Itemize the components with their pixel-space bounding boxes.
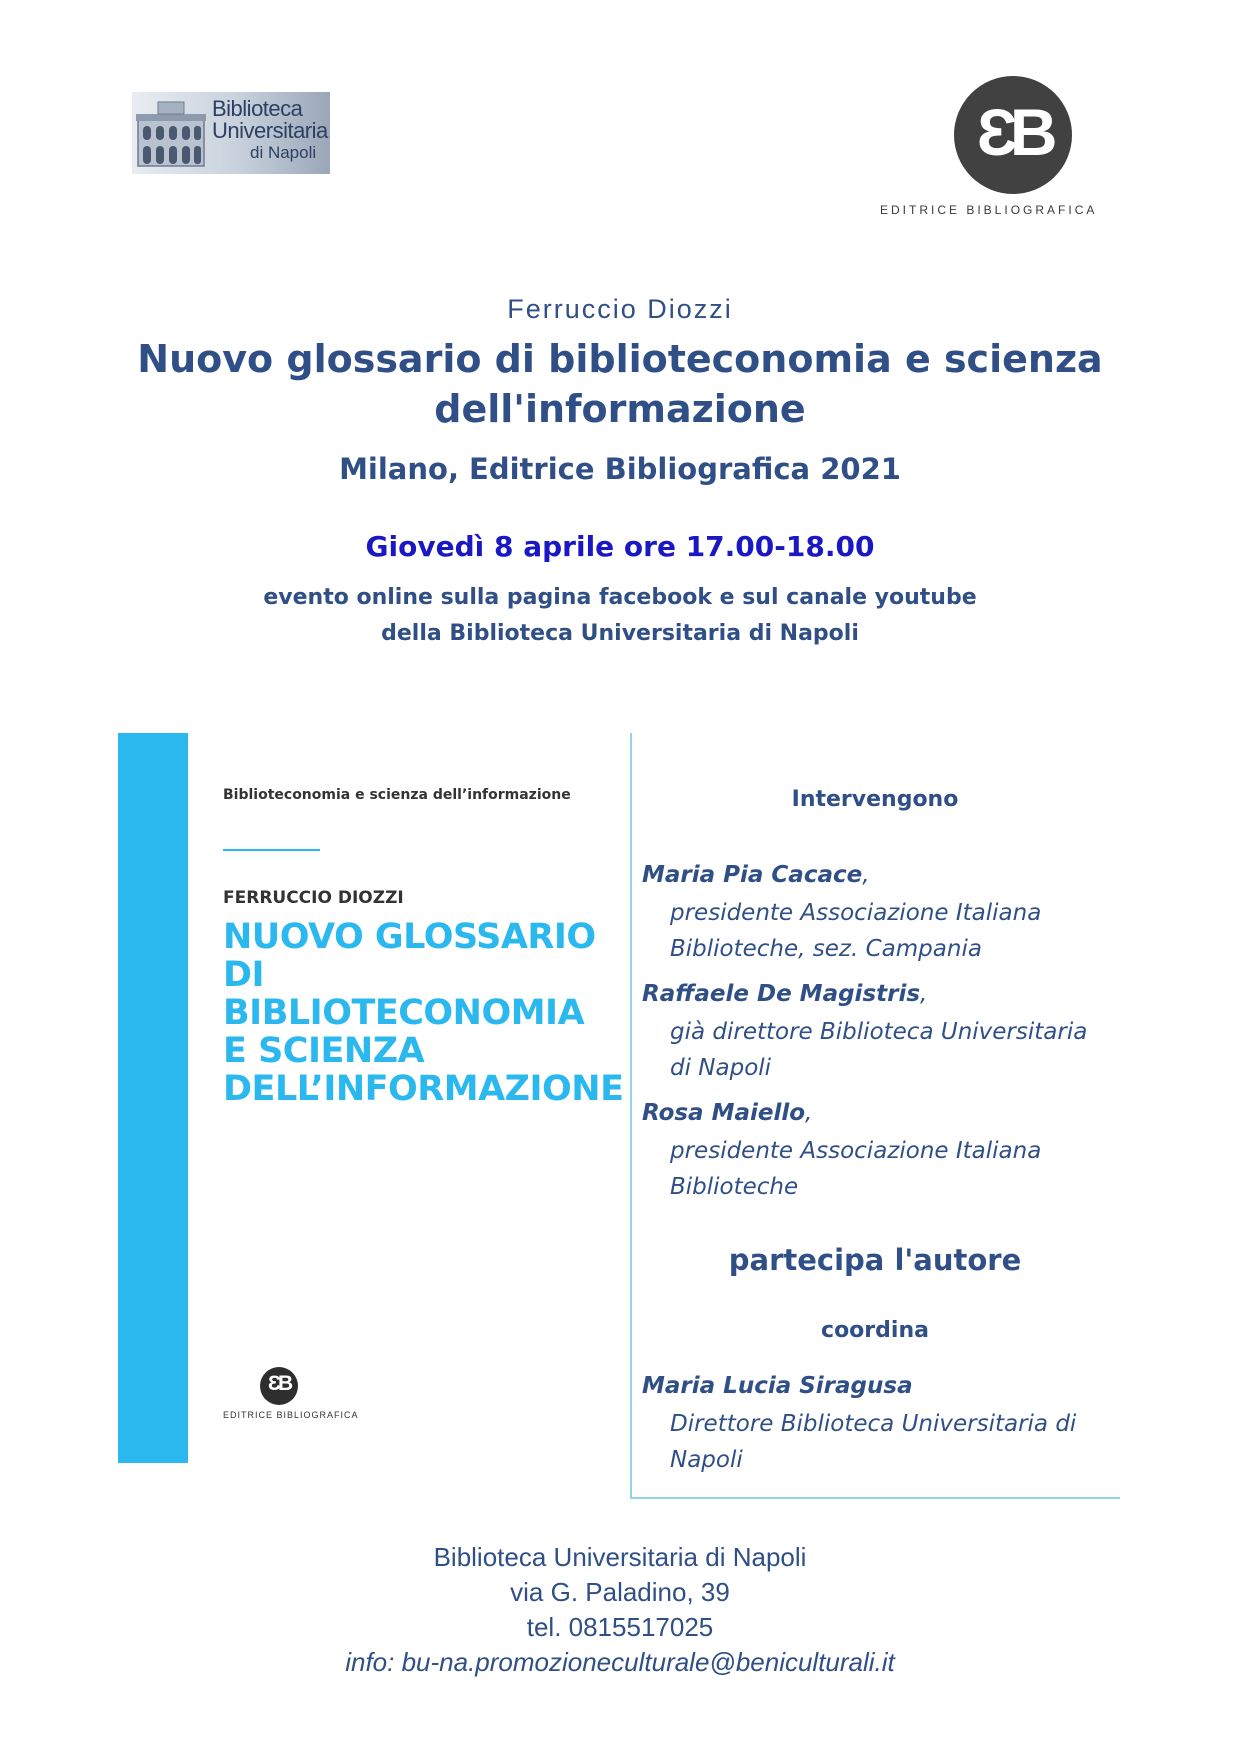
- footer-venue: Biblioteca Universitaria di Napoli: [433, 1542, 807, 1572]
- cover-title-line: NUOVO GLOSSARIO: [223, 917, 596, 957]
- book-author: Ferruccio Diozzi: [507, 294, 733, 324]
- speaker-name: Maria Pia Cacace,: [642, 862, 870, 888]
- cover-author: FERRUCCIO DIOZZI: [223, 888, 404, 908]
- footer-address: via G. Paladino, 39: [510, 1577, 730, 1607]
- panel-divider-vertical: [630, 733, 632, 1498]
- cover-series: Biblioteconomia e scienza dell’informazione: [223, 787, 571, 803]
- library-building-icon: [136, 100, 206, 170]
- cover-title-line: E SCIENZA: [223, 1031, 425, 1071]
- event-online-info: [0, 580, 1240, 652]
- biblioteca-universitaria-logo: [132, 92, 330, 174]
- footer-info-email[interactable]: info: bu-na.promozioneculturale@beniculturali.it: [345, 1647, 895, 1677]
- book-title: [0, 334, 1240, 434]
- speaker-name: Raffaele De Magistris,: [642, 981, 928, 1007]
- footer-phone: tel. 0815517025: [526, 1612, 714, 1642]
- coordinator-role: Direttore Biblioteca Universitaria di Napoli: [670, 1411, 1077, 1473]
- cover-title-line: DI BIBLIOTECONOMIA: [223, 955, 585, 1033]
- cover-publisher-name: EDITRICE BIBLIOGRAFICA: [223, 1410, 359, 1420]
- intervengono-heading: Intervengono: [791, 787, 959, 812]
- online-line2: della Biblioteca Universitaria di Napoli: [381, 621, 859, 646]
- cover-publisher-logo: [260, 1367, 298, 1405]
- logo-bu-line1: Biblioteca: [212, 96, 303, 121]
- cover-title: [223, 918, 623, 1108]
- panel-divider-horizontal: [630, 1497, 1120, 1499]
- logo-bu-line3: di Napoli: [250, 143, 317, 162]
- cover-title-line: DELL’INFORMAZIONE: [223, 1069, 624, 1109]
- speaker-role: presidente Associazione Italiana Biblioteche, sez. Campania: [670, 900, 1042, 962]
- speaker-name: Rosa Maiello,: [642, 1100, 813, 1126]
- online-line1: evento online sulla pagina facebook e sul canale youtube: [263, 585, 977, 610]
- eb-monogram-icon: ƐB: [976, 95, 1050, 169]
- book-title-line1: Nuovo glossario di biblioteconomia e scienza: [137, 337, 1103, 381]
- speaker-role: già direttore Biblioteca Universitaria di Napoli: [670, 1019, 1088, 1081]
- book-title-line2: dell'informazione: [434, 387, 806, 431]
- editrice-bibliografica-caption: EDITRICE BIBLIOGRAFICA: [880, 203, 1098, 217]
- editrice-bibliografica-logo: [954, 76, 1072, 194]
- coordina-heading: coordina: [821, 1318, 929, 1343]
- speaker-role: presidente Associazione Italiana Biblioteche: [670, 1138, 1042, 1200]
- eb-monogram-icon: ƐB: [267, 1372, 291, 1395]
- cover-accent-bar: [118, 733, 188, 1463]
- cover-divider: [223, 849, 320, 851]
- publication-info: Milano, Editrice Bibliografica 2021: [339, 452, 901, 486]
- partecipa-heading: partecipa l'autore: [728, 1243, 1022, 1277]
- event-date: Giovedì 8 aprile ore 17.00-18.00: [365, 530, 875, 563]
- logo-bu-line2: Universitaria: [212, 118, 328, 143]
- coordinator-name: Maria Lucia Siragusa: [642, 1373, 913, 1399]
